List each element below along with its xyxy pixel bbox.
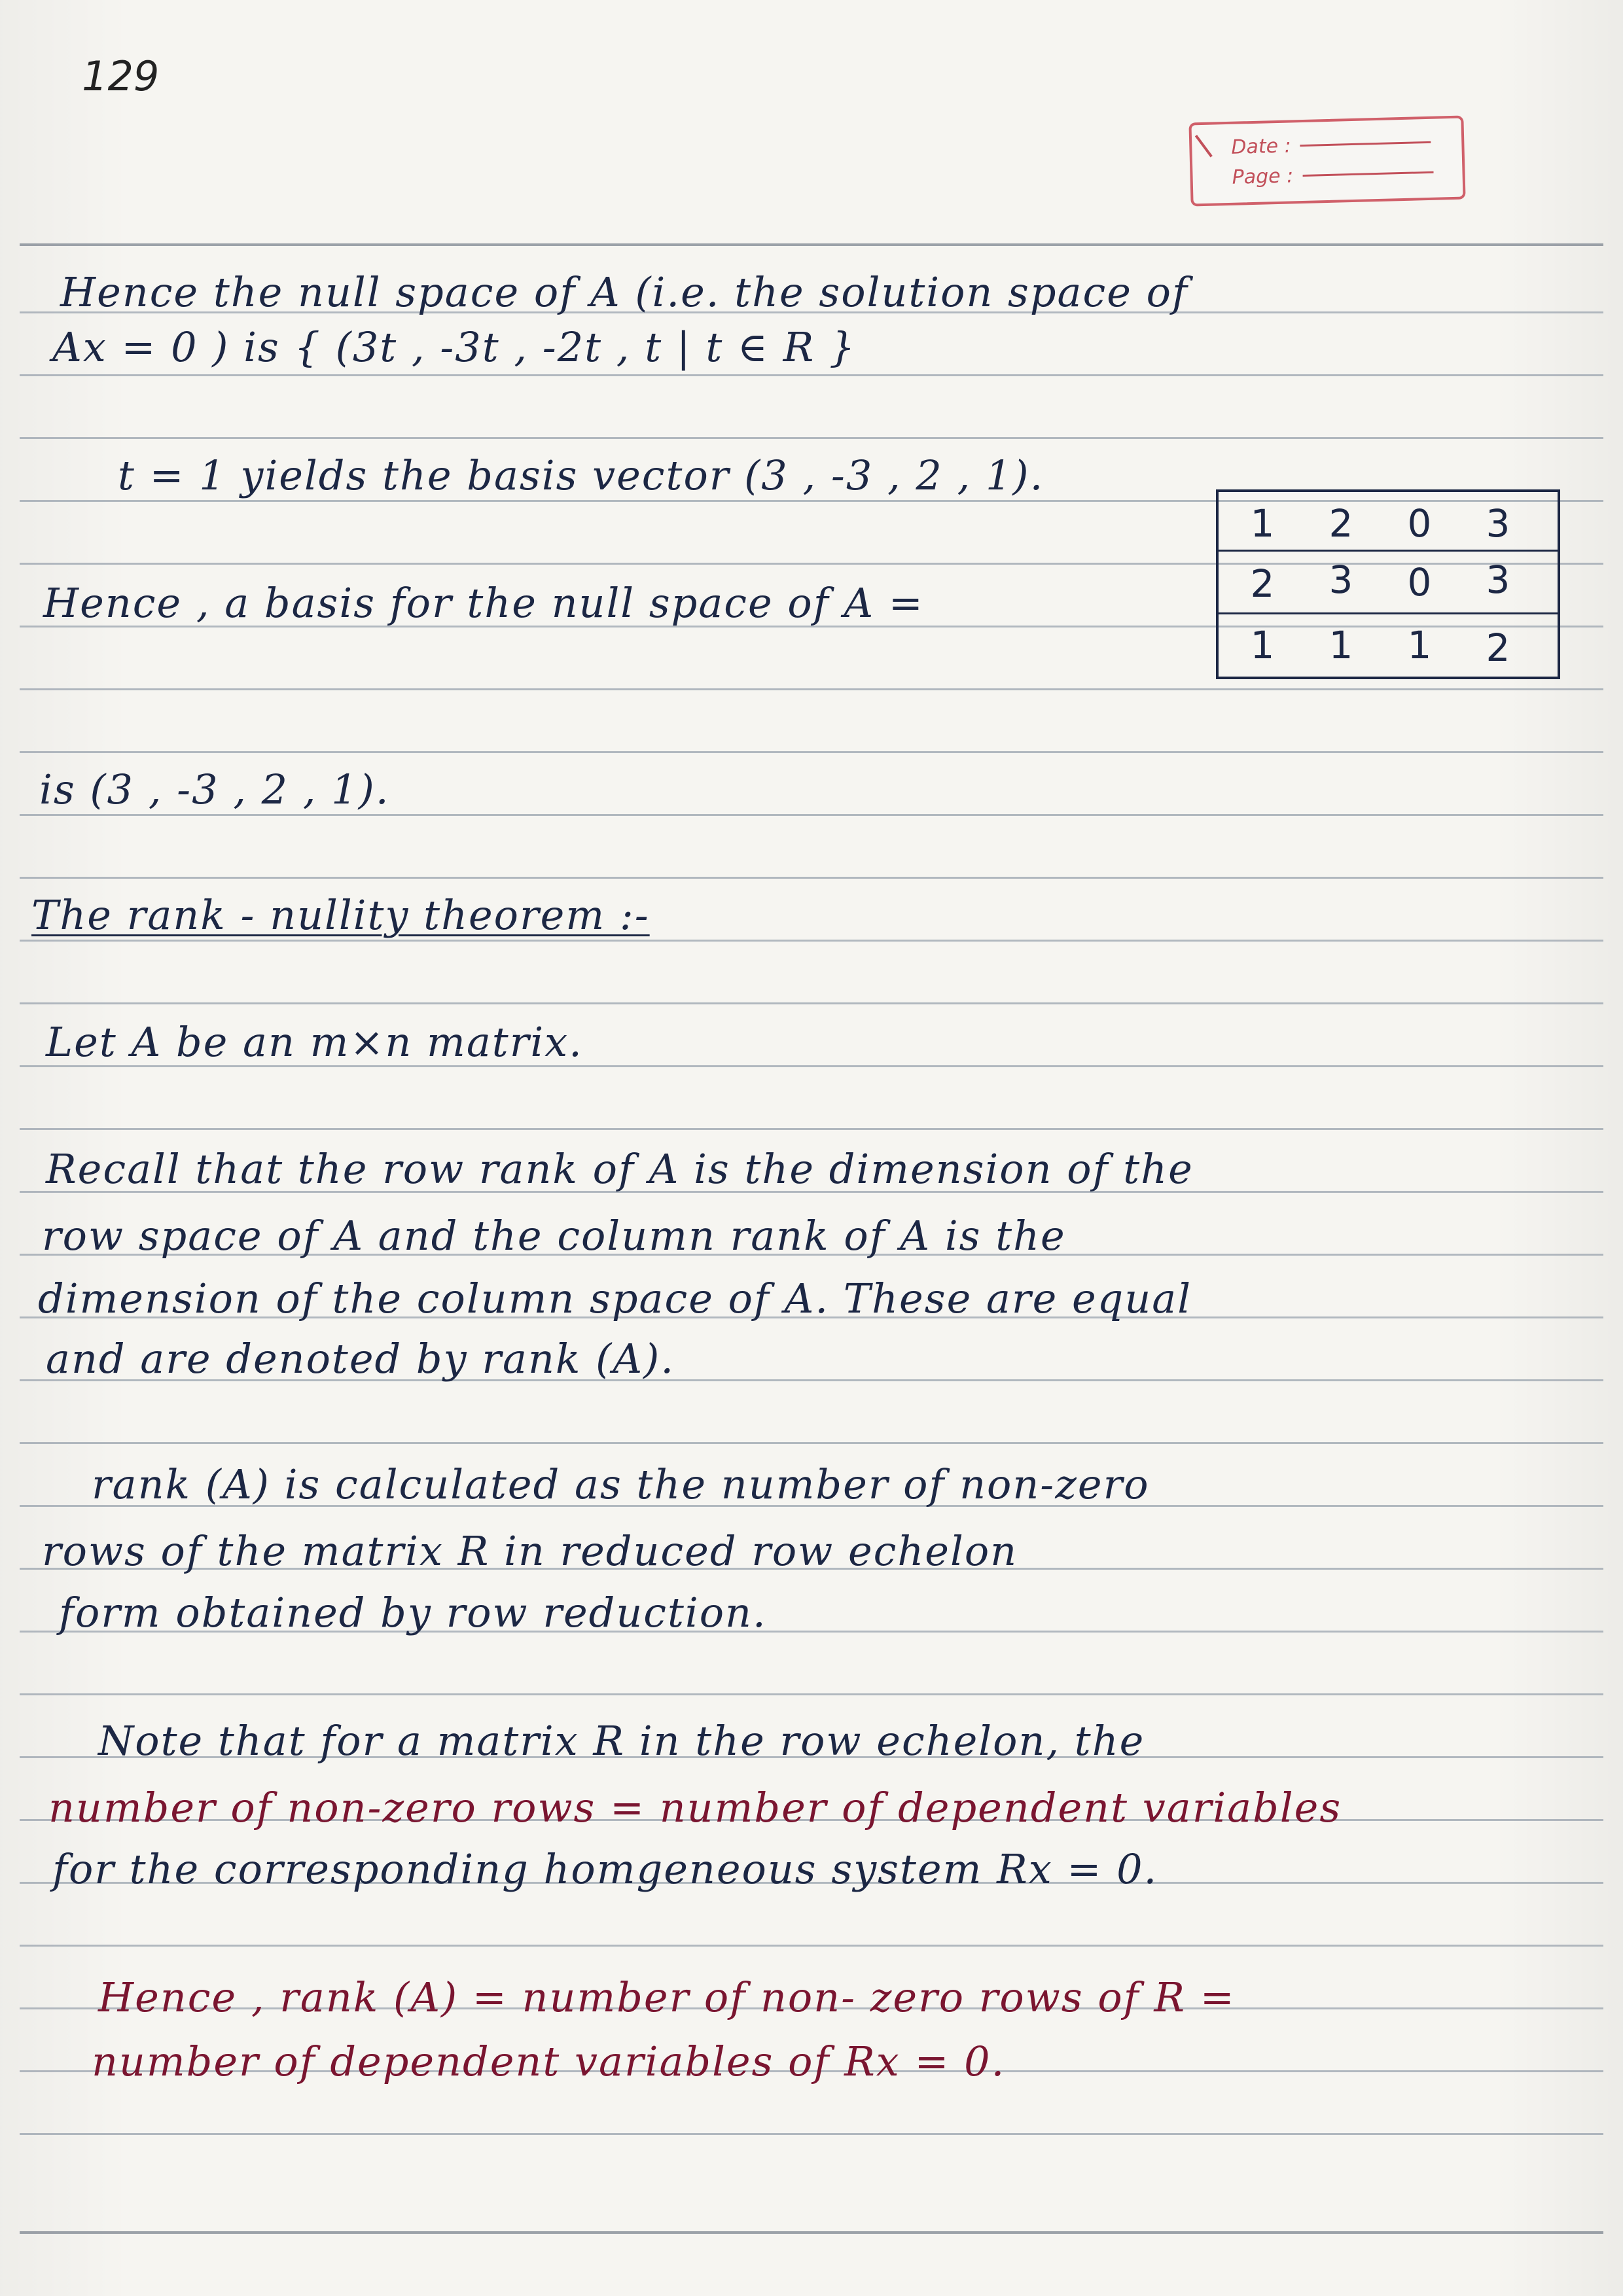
text-line: is (3 , -3 , 2 , 1). [39,766,390,813]
text-line: Let A be an m×n matrix. [46,1018,583,1066]
text-line: for the corresponding homgeneous system Rx = 0. [52,1845,1158,1893]
date-label: Date : [1230,134,1292,159]
ruled-line [20,940,1603,942]
date-page-stamp [1188,116,1465,207]
text-line: dimension of the column space of A. These are equal [38,1275,1192,1322]
matrix-cell: 3 [1486,557,1510,602]
ruled-line [20,1128,1603,1130]
ruled-line [20,1945,1603,1947]
text-line: row space of A and the column rank of A is the [42,1212,1066,1260]
text-line: number of dependent variables of Rx = 0. [92,2038,1006,2085]
matrix-cell: 3 [1329,557,1353,602]
page-label: Page : [1232,164,1294,189]
text-line: rank (A) is calculated as the number of non-zero [92,1460,1150,1508]
page-number: 129 [82,52,160,100]
ruled-line [20,437,1603,439]
matrix-cell: 1 [1250,501,1275,546]
matrix-cell: 3 [1486,501,1510,546]
matrix-cell: 2 [1250,561,1275,606]
text-line: Note that for a matrix R in the row echelon, the [98,1717,1145,1765]
matrix-cell: 0 [1407,560,1432,605]
matrix-cell: 0 [1407,501,1432,546]
ruled-line [20,2231,1603,2234]
text-line: and are denoted by rank (A). [46,1335,675,1383]
ruled-line [20,751,1603,753]
section-heading: The rank - nullity theorem :- [31,891,650,939]
ruled-line [20,2133,1603,2135]
ruled-line [20,1002,1603,1004]
ruled-line [20,243,1603,246]
text-line: number of non-zero rows = number of dependent variables [48,1784,1342,1831]
text-line: Hence , a basis for the null space of A = [43,579,924,627]
matrix-cell: 1 [1407,623,1432,667]
text-line: rows of the matrix R in reduced row echelon [42,1527,1018,1575]
ruled-line [20,374,1603,376]
matrix-cell: 2 [1486,626,1510,670]
text-line: Hence the null space of A (i.e. the solution space of [60,268,1188,316]
text-line: Recall that the row rank of A is the dimension of the [46,1145,1194,1193]
matrix-cell: 1 [1250,623,1275,667]
matrix-cell: 1 [1329,623,1353,667]
ruled-line [20,1693,1603,1695]
ruled-line [20,814,1603,816]
text-line: t = 1 yields the basis vector (3 , -3 , 2 , 1). [118,451,1044,499]
matrix-cell: 2 [1329,501,1353,546]
text-line: form obtained by row reduction. [59,1589,767,1636]
matrix-table [1216,489,1560,679]
ruled-line [20,1442,1603,1444]
pin-icon [1195,126,1224,158]
ruled-line [20,877,1603,879]
text-line: Ax = 0 ) is { (3t , -3t , -2t , t | t ∈ R } [52,323,857,371]
text-line: Hence , rank (A) = number of non- zero rows of R = [98,1973,1236,2021]
ruled-line [20,688,1603,690]
